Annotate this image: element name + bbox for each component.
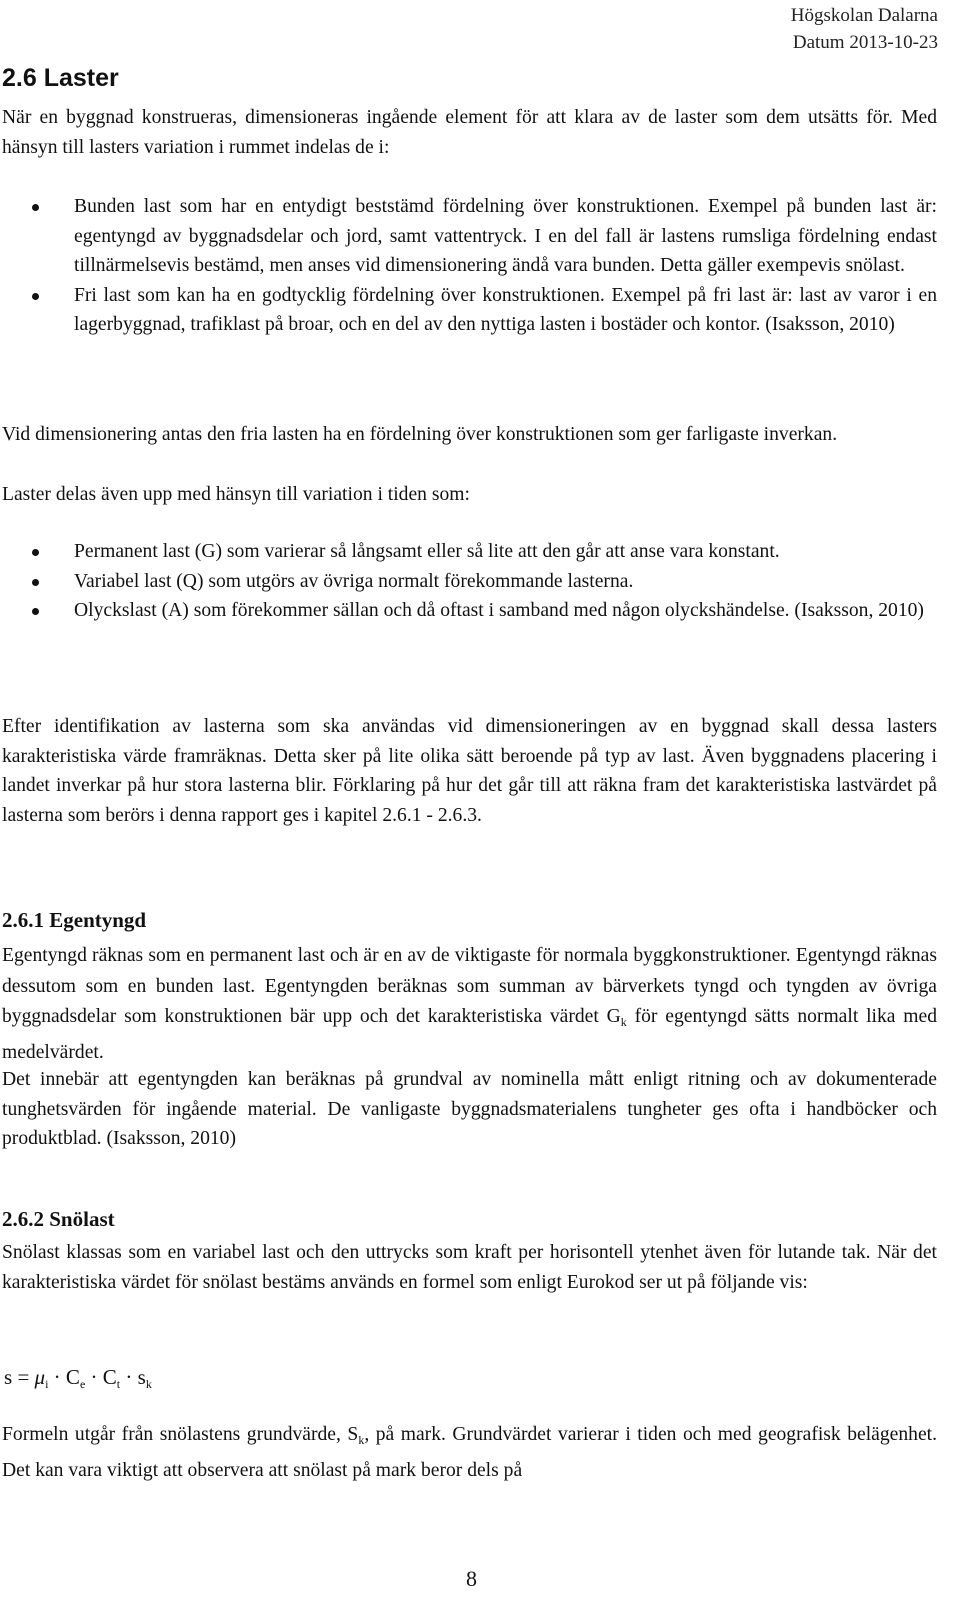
list-item [2, 537, 937, 567]
list-item [2, 567, 937, 597]
section-title: 2.6 Laster [2, 64, 119, 92]
symbol-sk [347, 1424, 364, 1445]
formula-dot: · [125, 1365, 133, 1389]
list-item-text: Variabel last (Q) som utgörs av övriga normalt förekommande lasterna. [74, 570, 634, 592]
formula-mu-subscript: i [45, 1377, 49, 1391]
formula-s: s [4, 1365, 13, 1389]
egentyngd-paragraph-1 [2, 941, 937, 1068]
formula-ce: C [65, 1365, 80, 1389]
symbol-letter: S [347, 1424, 359, 1445]
formula-sk-subscript: k [145, 1377, 152, 1391]
text-segment: Egentyngd räknas som en permanent last och är en av de viktigaste för normala byggkonstruktioner. Egentyngd räknas dessutom som en bunden last. Egentyngden beräknas som summan av bärverkets tyngd och tyngden av övriga byggnadsdelar som konstruktionen bär upp och det karakteristiska värdet [2, 945, 937, 1027]
list-item [2, 281, 937, 340]
bullet-icon [32, 608, 39, 615]
bullet-icon [32, 204, 39, 211]
list-item-text: Permanent last (G) som varierar så långsamt eller så lite att den går att anse vara konstant. [74, 541, 780, 562]
list-item [2, 596, 937, 626]
text-segment: för egentyngd sätts normalt lika med medelvärdet. [2, 1006, 937, 1063]
list-item [2, 192, 937, 281]
symbol-gk [607, 1006, 627, 1027]
page-number: 8 [466, 1566, 477, 1591]
page-header [791, 2, 938, 56]
formula-mu: μ [34, 1365, 46, 1389]
space-variation-list [2, 192, 937, 340]
subsection-title-snolast: 2.6.2 Snölast [2, 1207, 115, 1231]
formula-sk: s [137, 1365, 146, 1389]
symbol-subscript: k [358, 1433, 365, 1447]
bullet-icon [32, 293, 39, 300]
list-item-text: Bunden last som har en entydigt beststämd fördelning över konstruktionen. Exempel på bunden last är: egentyngd av byggnadsdelar och jord, samt vattentryck. I en del fall är lastens rumsliga fördelning endast tillnärmelsevis bestämd, men anses vid dimensionering ändå vara bunden. Detta gäller exempevis snölast. [74, 196, 937, 276]
egentyngd-paragraph-2: Det innebär att egentyngden kan beräknas på grundval av nominella mått enligt ritning och av dokumenterade tunghetsvärden för ingående material. De vanligaste byggnadsmaterialens tungheter ges ofta i handböcker och produktblad. (Isaksson, 2010) [2, 1069, 937, 1149]
header-institution: Högskolan Dalarna [790, 5, 938, 26]
time-variation-intro: Laster delas även upp med hänsyn till variation i tiden som: [2, 484, 470, 505]
intro-paragraph: När en byggnad konstrueras, dimensioneras ingående element för att klara av de laster som dem utsätts för. Med hänsyn till lasters variation i rummet indelas de i: [2, 107, 937, 158]
bullet-icon [32, 549, 39, 556]
list-item-text: Olyckslast (A) som förekommer sällan och då oftast i samband med någon olyckshändelse. (Isaksson, 2010) [74, 600, 924, 621]
header-date: Datum 2013-10-23 [792, 32, 938, 53]
bullet-icon [32, 579, 39, 586]
snow-load-formula [4, 1362, 152, 1399]
subsection-title-egentyngd: 2.6.1 Egentyngd [2, 908, 147, 932]
snolast-paragraph-2 [2, 1420, 937, 1486]
free-load-paragraph: Vid dimensionering antas den fria lasten ha en fördelning över konstruktionen som ger farligaste inverkan. [2, 424, 838, 445]
list-item-text: Fri last som kan ha en godtycklig fördelning över konstruktionen. Exempel på fri last är: last av varor i en lagerbyggnad, trafiklast på broar, och en del av den nyttiga lasten i bostäder och kontor. (Isaksson, 2010) [74, 284, 937, 335]
text-segment: , på mark. Grundvärdet varierar i tiden och med geografisk belägenhet. Det kan vara viktigt att observera att snölast på mark beror dels på [2, 1424, 937, 1481]
text-segment: Formeln utgår från snölastens grundvärde, [2, 1424, 348, 1445]
symbol-letter: G [606, 1006, 621, 1027]
formula-dot: · [53, 1365, 61, 1389]
snolast-paragraph-1: Snölast klassas som en variabel last och den uttrycks som kraft per horisontell ytenhet även för lutande tak. När det karakteristiska värdet för snölast bestäms används en formel som enligt Eurokod ser ut på följande vis: [2, 1242, 937, 1293]
characteristic-value-paragraph: Efter identifikation av lasterna som ska användas vid dimensioneringen av en byggnad skall dessa lasters karakteristiska värde framräknas. Detta sker på lite olika sätt beroende på typ av last. Även byggnadens placering i landet inverkar på hur stora lasterna blir. Förklaring på hur det går till att räkna fram det karakteristiska lastvärdet på lasterna som berörs i denna rapport ges i kapitel 2.6.1 - 2.6.3. [2, 716, 937, 826]
formula-ct: C [102, 1365, 117, 1389]
time-variation-list [2, 537, 937, 626]
formula-dot: · [90, 1365, 98, 1389]
formula-ct-subscript: t [116, 1377, 121, 1391]
formula-ce-subscript: e [79, 1377, 86, 1391]
symbol-subscript: k [620, 1015, 627, 1029]
formula-equals: = [17, 1365, 30, 1389]
